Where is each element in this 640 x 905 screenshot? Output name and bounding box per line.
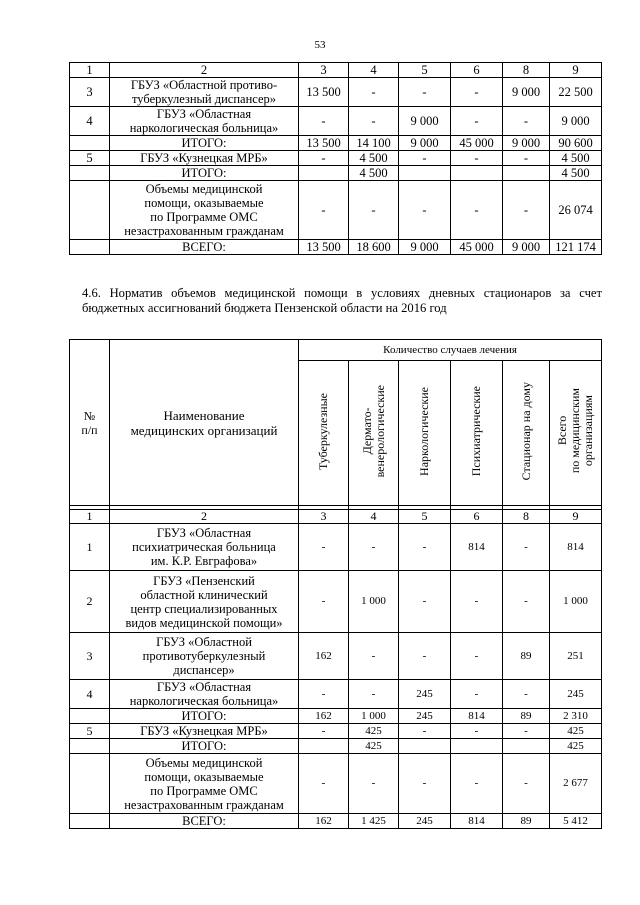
value-cell: 1 425 xyxy=(349,814,399,829)
value-cell: 9 000 xyxy=(503,136,550,151)
value-cell: 45 000 xyxy=(451,240,503,255)
table-row xyxy=(70,739,602,754)
value-cell: - xyxy=(299,181,349,240)
value-cell: - xyxy=(299,151,349,166)
value-cell: - xyxy=(451,181,503,240)
value-cell: - xyxy=(399,754,451,814)
value-cell: - xyxy=(299,754,349,814)
row-number-cell: 5 xyxy=(70,724,110,739)
column-number-cell: 1 xyxy=(70,63,110,78)
value-cell: - xyxy=(451,107,503,136)
value-cell: - xyxy=(299,524,349,571)
value-cell: - xyxy=(399,524,451,571)
value-cell: 245 xyxy=(399,680,451,709)
col-header-category-label: Дермато- венерологические xyxy=(359,384,387,478)
col-header-category-label: Наркологические xyxy=(417,386,431,476)
col-header-category xyxy=(451,361,503,506)
value-cell: - xyxy=(451,724,503,739)
value-cell: 425 xyxy=(550,724,602,739)
col-header-category xyxy=(299,361,349,506)
organization-name-cell: ГБУЗ «Пензенский областной клинический центр специализированных видов медицинской помощи» xyxy=(110,571,299,633)
value-cell: 2 677 xyxy=(550,754,602,814)
value-cell: - xyxy=(503,107,550,136)
column-number-cell: 9 xyxy=(550,510,602,524)
organization-name-cell: ИТОГО: xyxy=(110,739,299,754)
value-cell: 1 000 xyxy=(550,571,602,633)
row-number-cell xyxy=(70,181,110,240)
column-number-cell: 2 xyxy=(110,63,299,78)
table-row xyxy=(70,754,602,814)
value-cell: 26 074 xyxy=(550,181,602,240)
page-number: 53 xyxy=(314,39,326,51)
value-cell xyxy=(399,739,451,754)
value-cell: 425 xyxy=(349,724,399,739)
organization-name-cell: ГБУЗ «Областная наркологическая больница» xyxy=(110,680,299,709)
column-number-cell: 4 xyxy=(349,510,399,524)
table-row xyxy=(70,78,602,107)
table-row xyxy=(70,814,602,829)
value-cell: 814 xyxy=(451,814,503,829)
value-cell xyxy=(299,739,349,754)
col-header-category xyxy=(550,361,602,506)
table-row xyxy=(70,680,602,709)
value-cell: - xyxy=(349,78,399,107)
section-heading: 4.6. Норматив объемов медицинской помощи в условиях дневных стационаров за счет бюджетных ассигнований бюджета Пензенской области на 2016 год xyxy=(82,286,602,315)
col-header-category xyxy=(503,361,550,506)
value-cell: 22 500 xyxy=(550,78,602,107)
col-header-organization: Наименование медицинских организаций xyxy=(110,340,299,506)
row-number-cell xyxy=(70,709,110,724)
value-cell: - xyxy=(503,754,550,814)
value-cell: 245 xyxy=(550,680,602,709)
organization-name-cell: ГБУЗ «Кузнецкая МРБ» xyxy=(110,151,299,166)
column-number-cell: 6 xyxy=(451,510,503,524)
value-cell: 4 500 xyxy=(550,151,602,166)
value-cell xyxy=(399,166,451,181)
value-cell: 162 xyxy=(299,709,349,724)
column-number-cell: 8 xyxy=(503,510,550,524)
table-row xyxy=(70,724,602,739)
value-cell: 814 xyxy=(550,524,602,571)
row-number-cell xyxy=(70,136,110,151)
value-cell: - xyxy=(451,754,503,814)
table-day-hospital-volumes xyxy=(69,339,602,829)
table-hospital-volumes-continued xyxy=(69,62,602,255)
value-cell: 9 000 xyxy=(399,240,451,255)
column-number-cell: 3 xyxy=(299,510,349,524)
table-row xyxy=(70,136,602,151)
value-cell: 13 500 xyxy=(299,136,349,151)
row-number-cell xyxy=(70,240,110,255)
column-number-cell: 3 xyxy=(299,63,349,78)
value-cell: - xyxy=(399,724,451,739)
row-number-cell xyxy=(70,166,110,181)
value-cell: - xyxy=(503,571,550,633)
organization-name-cell: ГБУЗ «Областной противо- туберкулезный диспансер» xyxy=(110,78,299,107)
value-cell: 1 000 xyxy=(349,709,399,724)
value-cell: 90 600 xyxy=(550,136,602,151)
value-cell: 9 000 xyxy=(399,136,451,151)
value-cell: 425 xyxy=(550,739,602,754)
organization-name-cell: ВСЕГО: xyxy=(110,240,299,255)
value-cell: - xyxy=(399,181,451,240)
value-cell: 245 xyxy=(399,814,451,829)
organization-name-cell: ИТОГО: xyxy=(110,166,299,181)
value-cell xyxy=(503,166,550,181)
value-cell: 4 500 xyxy=(550,166,602,181)
value-cell: 814 xyxy=(451,709,503,724)
value-cell: 5 412 xyxy=(550,814,602,829)
value-cell: - xyxy=(399,151,451,166)
organization-name-cell: ГБУЗ «Областная психиатрическая больница им. К.Р. Евграфова» xyxy=(110,524,299,571)
organization-name-cell: ГБУЗ «Областной противотуберкулезный диспансер» xyxy=(110,633,299,680)
row-number-cell xyxy=(70,814,110,829)
organization-name-cell: ИТОГО: xyxy=(110,136,299,151)
value-cell: 251 xyxy=(550,633,602,680)
value-cell: 89 xyxy=(503,633,550,680)
value-cell: - xyxy=(451,571,503,633)
organization-name-cell: ГБУЗ «Областная наркологическая больница» xyxy=(110,107,299,136)
value-cell: - xyxy=(349,633,399,680)
table-row xyxy=(70,151,602,166)
value-cell xyxy=(299,166,349,181)
column-number-cell: 4 xyxy=(349,63,399,78)
column-number-cell: 9 xyxy=(550,63,602,78)
value-cell: - xyxy=(503,724,550,739)
table-row xyxy=(70,571,602,633)
value-cell: 121 174 xyxy=(550,240,602,255)
table-row xyxy=(70,633,602,680)
value-cell: - xyxy=(349,181,399,240)
row-number-cell xyxy=(70,739,110,754)
value-cell: - xyxy=(503,181,550,240)
value-cell: - xyxy=(299,680,349,709)
value-cell: 18 600 xyxy=(349,240,399,255)
value-cell: - xyxy=(349,524,399,571)
value-cell: - xyxy=(503,524,550,571)
value-cell: - xyxy=(451,151,503,166)
table-row xyxy=(70,181,602,240)
value-cell: - xyxy=(299,107,349,136)
value-cell: 89 xyxy=(503,709,550,724)
value-cell: 162 xyxy=(299,814,349,829)
value-cell: - xyxy=(349,107,399,136)
value-cell: 814 xyxy=(451,524,503,571)
table-row xyxy=(70,166,602,181)
organization-name-cell: ВСЕГО: xyxy=(110,814,299,829)
table-row xyxy=(70,107,602,136)
value-cell xyxy=(451,166,503,181)
value-cell: 4 500 xyxy=(349,166,399,181)
organization-name-cell: ИТОГО: xyxy=(110,709,299,724)
column-number-cell: 8 xyxy=(503,63,550,78)
value-cell: 9 000 xyxy=(503,240,550,255)
table-row xyxy=(70,709,602,724)
column-number-cell: 5 xyxy=(399,510,451,524)
column-number-cell: 5 xyxy=(399,63,451,78)
value-cell: - xyxy=(503,151,550,166)
row-number-cell xyxy=(70,754,110,814)
value-cell: - xyxy=(349,680,399,709)
value-cell: 45 000 xyxy=(451,136,503,151)
col-header-category xyxy=(399,361,451,506)
row-number-cell: 2 xyxy=(70,571,110,633)
value-cell: - xyxy=(399,571,451,633)
value-cell: 13 500 xyxy=(299,240,349,255)
row-number-cell: 3 xyxy=(70,633,110,680)
value-cell: - xyxy=(349,754,399,814)
value-cell: - xyxy=(451,633,503,680)
col-header-category-label: Психиатрические xyxy=(469,385,483,477)
organization-name-cell: Объемы медицинской помощи, оказываемые по Программе ОМС незастрахованным гражданам xyxy=(110,181,299,240)
value-cell xyxy=(503,739,550,754)
col-header-category xyxy=(349,361,399,506)
col-header-category-label: Всего по медицинским организациям xyxy=(555,388,596,474)
row-number-cell: 3 xyxy=(70,78,110,107)
organization-name-cell: ГБУЗ «Кузнецкая МРБ» xyxy=(110,724,299,739)
row-number-cell: 4 xyxy=(70,680,110,709)
value-cell: - xyxy=(399,633,451,680)
value-cell xyxy=(451,739,503,754)
col-header-category-label: Туберкулезные xyxy=(316,392,330,470)
value-cell: 9 000 xyxy=(399,107,451,136)
organization-name-cell: Объемы медицинской помощи, оказываемые по Программе ОМС незастрахованным гражданам xyxy=(110,754,299,814)
value-cell: 13 500 xyxy=(299,78,349,107)
value-cell: - xyxy=(299,724,349,739)
value-cell: 162 xyxy=(299,633,349,680)
value-cell: 425 xyxy=(349,739,399,754)
value-cell: - xyxy=(399,78,451,107)
column-number-cell: 6 xyxy=(451,63,503,78)
column-number-cell: 2 xyxy=(110,510,299,524)
value-cell: 4 500 xyxy=(349,151,399,166)
value-cell: - xyxy=(451,680,503,709)
table-number-row xyxy=(70,510,602,524)
value-cell: 9 000 xyxy=(503,78,550,107)
value-cell: - xyxy=(503,680,550,709)
value-cell: 2 310 xyxy=(550,709,602,724)
table-row xyxy=(70,524,602,571)
value-cell: 245 xyxy=(399,709,451,724)
col-header-category-label: Стационар на дому xyxy=(518,381,533,481)
col-header-number: № п/п xyxy=(70,340,110,506)
value-cell: 9 000 xyxy=(550,107,602,136)
row-number-cell: 1 xyxy=(70,524,110,571)
value-cell: 89 xyxy=(503,814,550,829)
table-row xyxy=(70,240,602,255)
value-cell: - xyxy=(451,78,503,107)
value-cell: - xyxy=(299,571,349,633)
row-number-cell: 4 xyxy=(70,107,110,136)
column-number-cell: 1 xyxy=(70,510,110,524)
col-header-group: Количество случаев лечения xyxy=(299,340,602,361)
value-cell: 14 100 xyxy=(349,136,399,151)
table-header-row xyxy=(70,63,602,78)
value-cell: 1 000 xyxy=(349,571,399,633)
row-number-cell: 5 xyxy=(70,151,110,166)
